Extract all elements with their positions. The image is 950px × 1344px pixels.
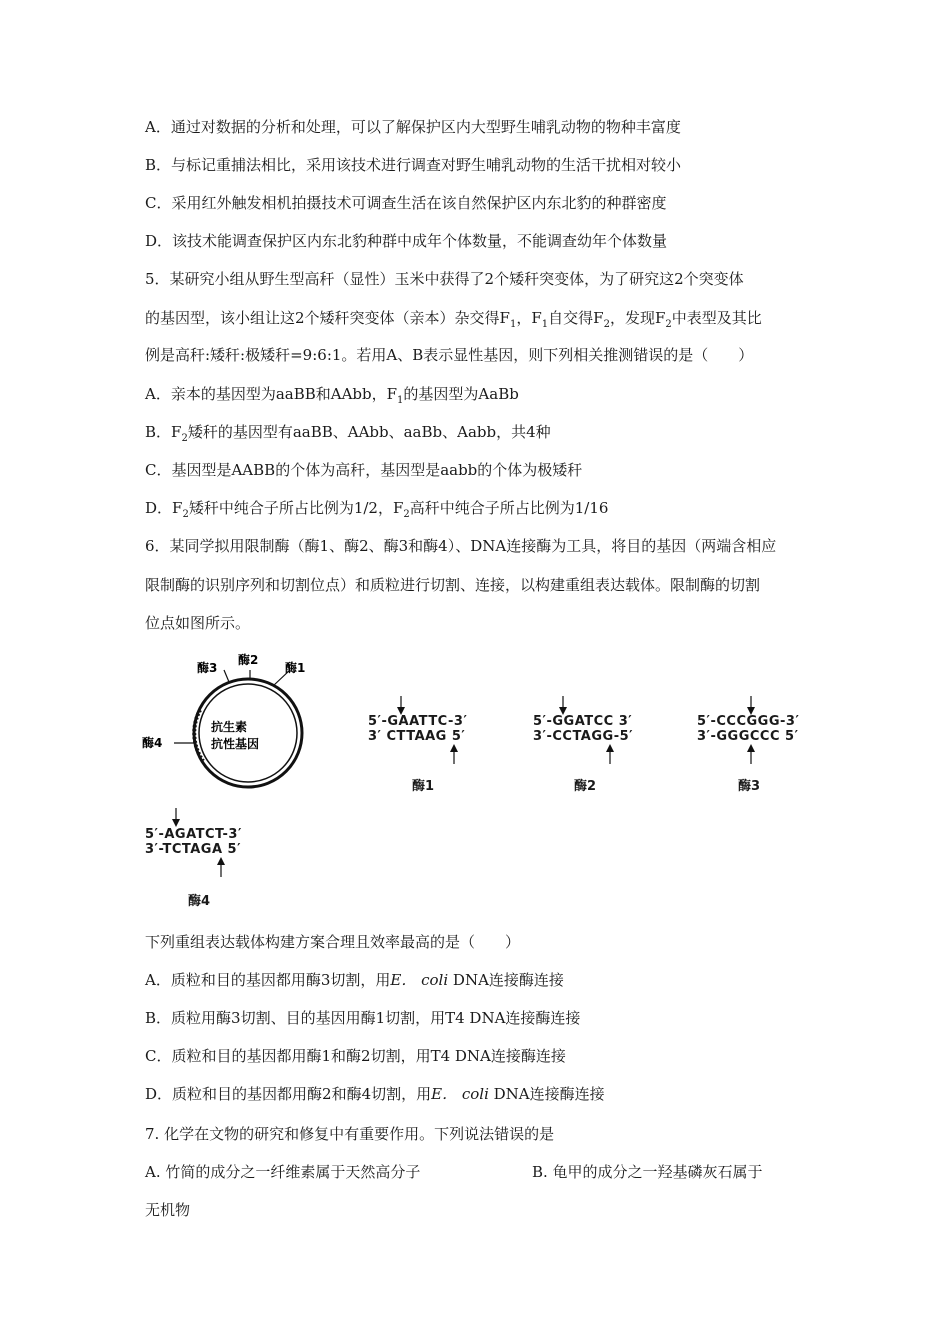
enzyme2-bottom-arrow xyxy=(604,744,616,764)
q7-stem: 7. 化学在文物的研究和修复中有重要作用。下列说法错误的是 xyxy=(145,1125,555,1143)
q5-stem-line3: 例是高秆:矮秆:极矮秆=9:6:1。若用A、B表示显性基因，则下列相关推测错误的是（ ） xyxy=(145,346,754,364)
enzyme4-bottom-arrow xyxy=(215,857,227,877)
q4-option-c: C．采用红外触发相机拍摄技术可调查生活在该自然保护区内东北豹的种群密度 xyxy=(145,194,667,212)
q4-option-d: D．该技术能调查保护区内东北豹种群中成年个体数量，不能调查幼年个体数量 xyxy=(145,232,668,250)
q7-option-b: B. 龟甲的成分之一羟基磷灰石属于 xyxy=(532,1163,763,1181)
enzyme2-top-arrow xyxy=(557,696,569,716)
plasmid-diagram xyxy=(140,648,320,793)
q5-option-d: D．$F_2$矮秆中纯合子所占比例为1/2，$F_2$高秆中纯合子所占比例为1/16 xyxy=(145,499,609,520)
enzyme1-top-arrow xyxy=(395,696,407,716)
enzyme4-seq-top: 5′-AGATCT-3′ xyxy=(145,827,242,842)
enzyme3-label: 酶3 xyxy=(738,779,761,794)
q5-stem-line2: 的基因型，该小组让这2个矮秆突变体（亲本）杂交得$F_1$，$F_1$自交得$F_2$，发现$F_2$中表型及其比 xyxy=(145,309,762,330)
enzyme4-label: 酶4 xyxy=(188,894,211,909)
enzyme2-seq-top: 5′-GGATCC 3′ xyxy=(533,714,633,729)
plasmid-label-enzyme2: 酶2 xyxy=(238,653,259,667)
plasmid-gene-label-line1: 抗生素 xyxy=(211,720,248,734)
q6-option-c: C．质粒和目的基因都用酶1和酶2切割，用T4 DNA连接酶连接 xyxy=(145,1047,566,1065)
q5-option-c: C．基因型是AABB的个体为高秆，基因型是aabb的个体为极矮秆 xyxy=(145,461,583,479)
q6-stem-line1: 6．某同学拟用限制酶（酶1、酶2、酶3和酶4）、DNA连接酶为工具，将目的基因（两端含相应 xyxy=(145,537,777,555)
q6-option-d: D．质粒和目的基因都用酶2和酶4切割，用E． coli DNA连接酶连接 xyxy=(145,1085,605,1103)
enzyme3-bottom-arrow xyxy=(745,744,757,764)
enzyme3-top-arrow xyxy=(745,696,757,716)
plasmid-label-enzyme4: 酶4 xyxy=(142,736,163,750)
q6-option-a: A．质粒和目的基因都用酶3切割，用E． coli DNA连接酶连接 xyxy=(145,971,564,989)
q6-question: 下列重组表达载体构建方案合理且效率最高的是（ ） xyxy=(145,933,521,951)
plasmid-gene-label-line2: 抗性基因 xyxy=(211,737,260,751)
enzyme1-label: 酶1 xyxy=(412,779,435,794)
q5-option-a: A．亲本的基因型为aaBB和AAbb，$F_1$的基因型为AaBb xyxy=(145,385,519,406)
q7-option-a: A. 竹简的成分之一纤维素属于天然高分子 xyxy=(145,1163,421,1181)
enzyme3-site-line xyxy=(224,670,229,682)
enzyme2-label: 酶2 xyxy=(574,779,597,794)
plasmid-label-enzyme1: 酶1 xyxy=(285,661,306,675)
enzyme1-seq-bottom: 3′ CTTAAG 5′ xyxy=(368,729,466,744)
enzyme4-seq-bottom: 3′-TCTAGA 5′ xyxy=(145,842,242,857)
plasmid-label-enzyme3: 酶3 xyxy=(197,661,218,675)
enzyme1-seq-top: 5′-GAATTC-3′ xyxy=(368,714,468,729)
enzyme3-seq-top: 5′-CCCGGG-3′ xyxy=(697,714,800,729)
q4-option-a: A．通过对数据的分析和处理，可以了解保护区内大型野生哺乳动物的物种丰富度 xyxy=(145,118,681,136)
enzyme3-seq-bottom: 3′-GGGCCC 5′ xyxy=(697,729,799,744)
q7-option-b-continued: 无机物 xyxy=(145,1201,191,1219)
enzyme1-bottom-arrow xyxy=(448,744,460,764)
q6-stem-line3: 位点如图所示。 xyxy=(145,614,251,632)
q5-stem-line1: 5．某研究小组从野生型高秆（显性）玉米中获得了2个矮秆突变体，为了研究这2个突变体 xyxy=(145,270,744,288)
enzyme2-seq-bottom: 3′-CCTAGG-5′ xyxy=(533,729,634,744)
enzyme4-top-arrow xyxy=(170,808,182,828)
q5-option-b: B．$F_2$矮秆的基因型有aaBB、AAbb、aaBb、Aabb，共4种 xyxy=(145,423,551,444)
q6-stem-line2: 限制酶的识别序列和切割位点）和质粒进行切割、连接，以构建重组表达载体。限制酶的切割 xyxy=(145,576,761,594)
q4-option-b: B．与标记重捕法相比，采用该技术进行调查对野生哺乳动物的生活干扰相对较小 xyxy=(145,156,682,174)
q6-option-b: B．质粒用酶3切割、目的基因用酶1切割，用T4 DNA连接酶连接 xyxy=(145,1009,581,1027)
